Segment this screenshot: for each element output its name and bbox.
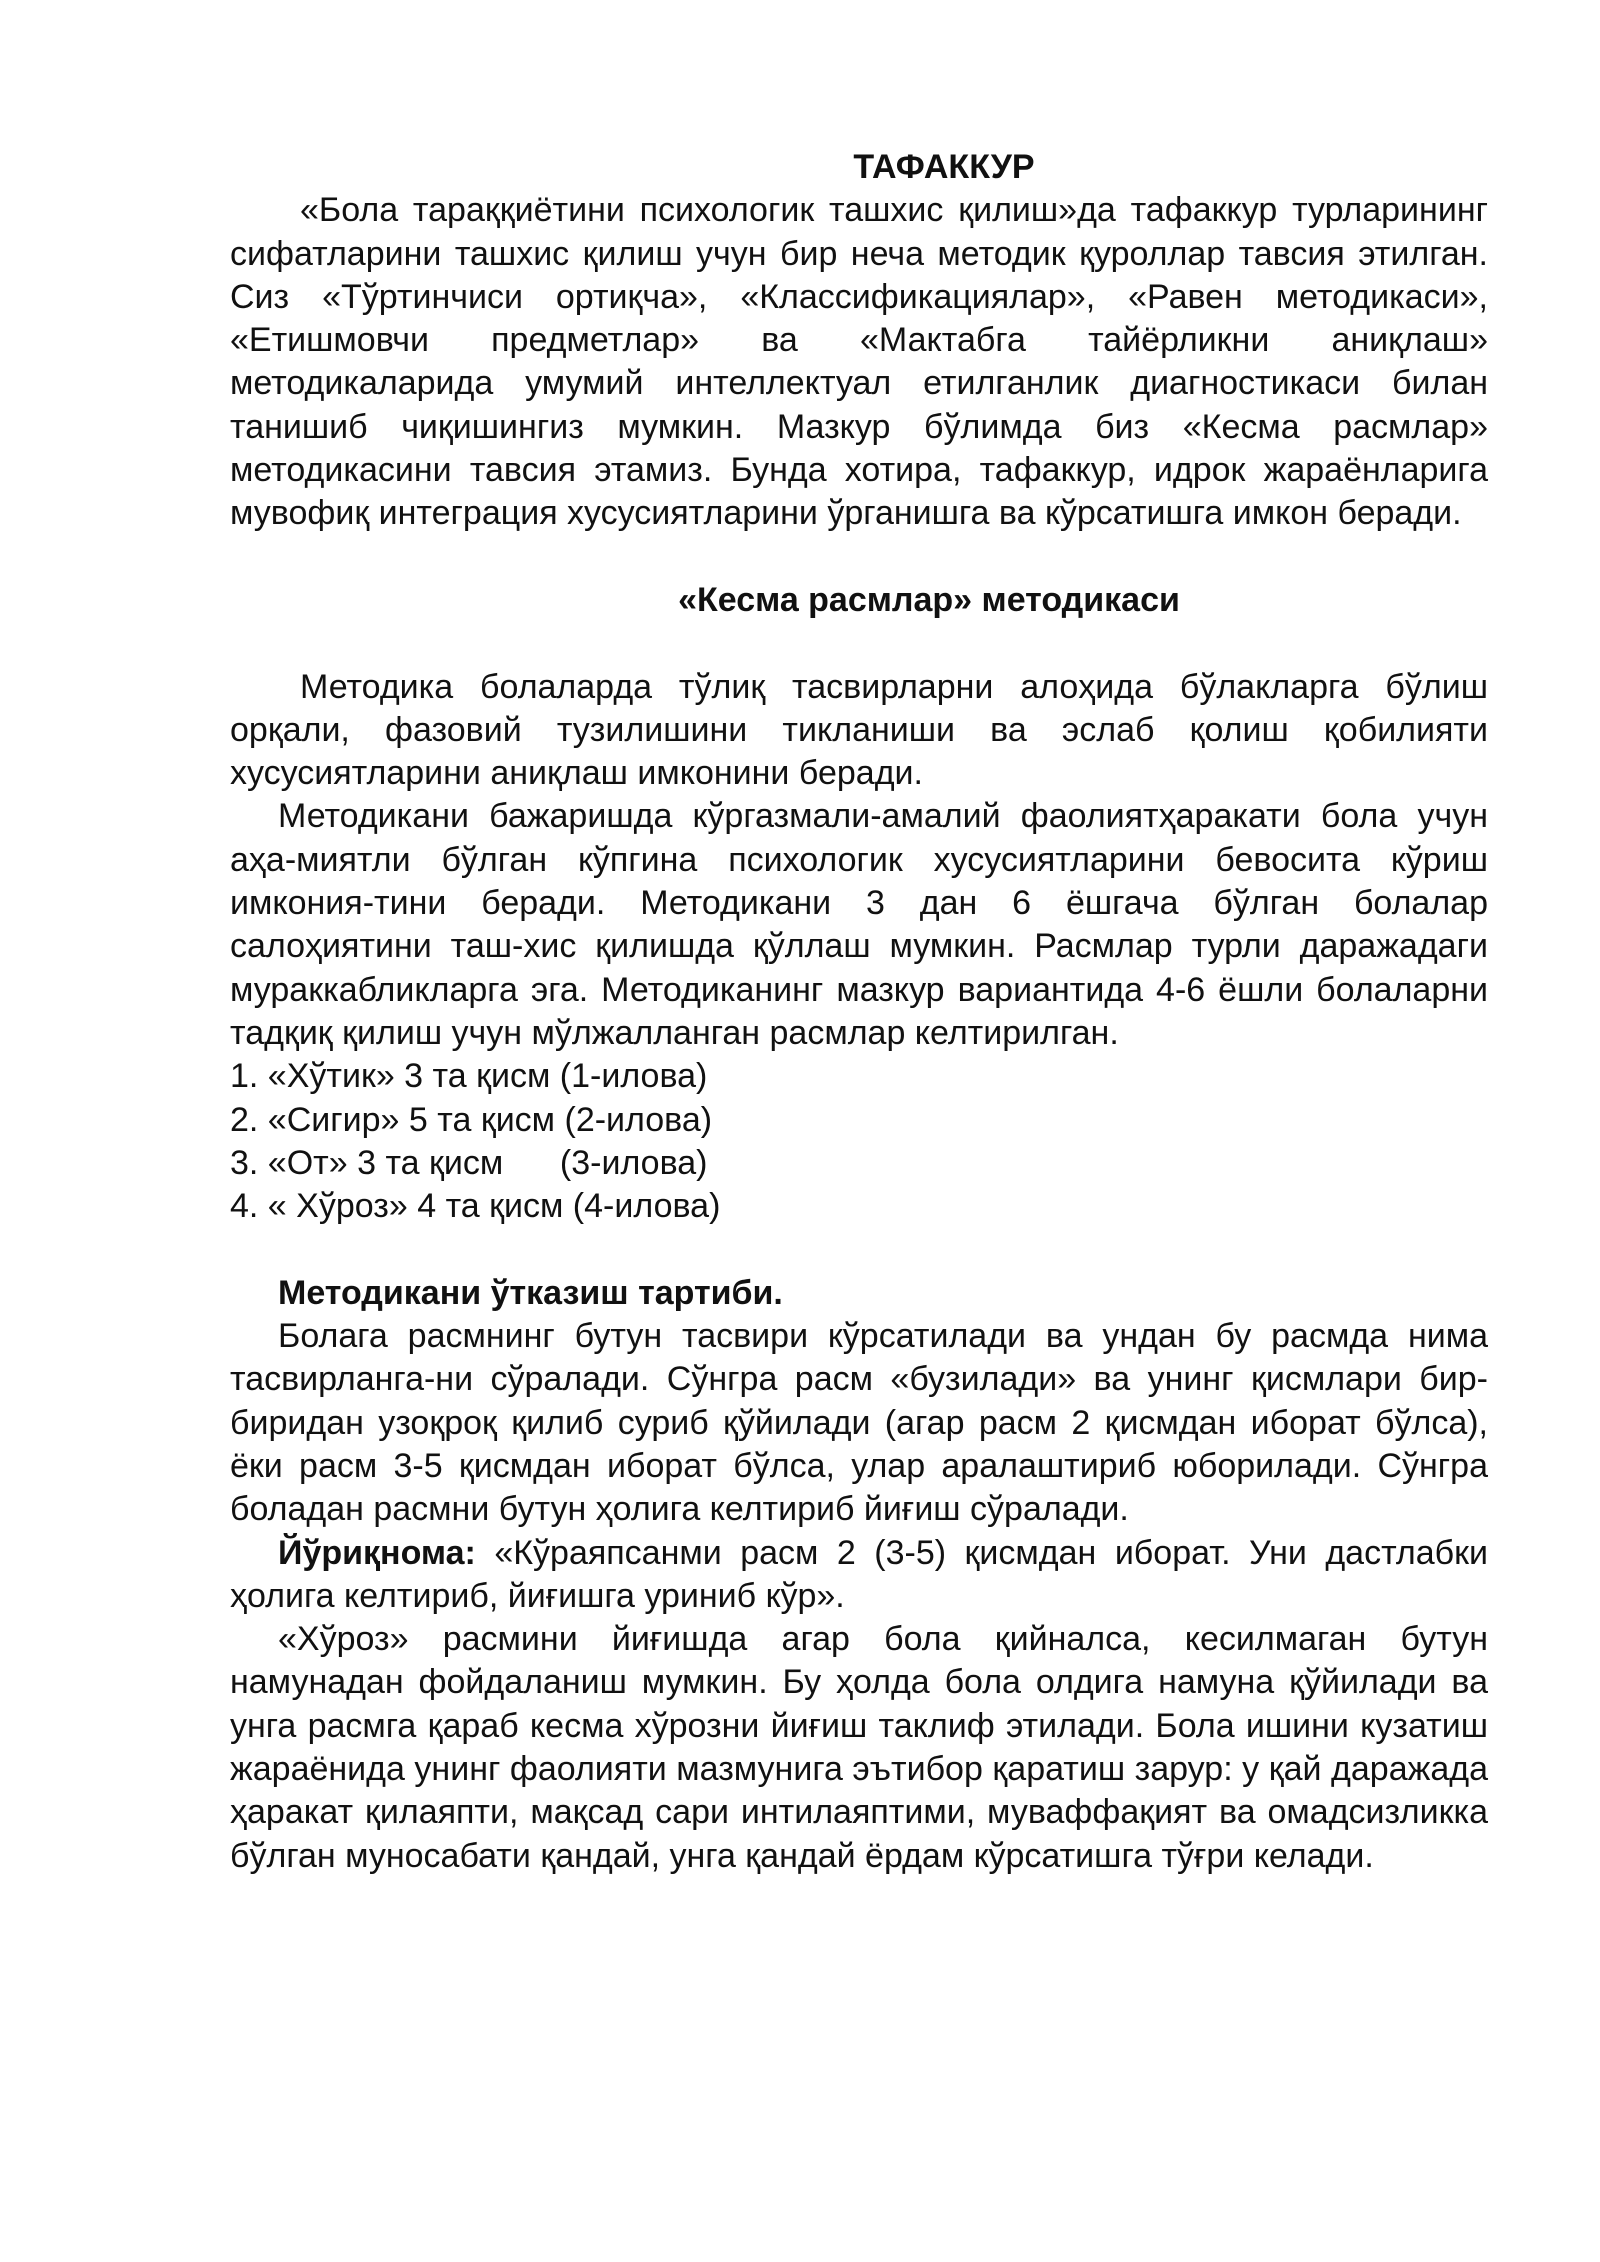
instruction-text: «Кўраяпсанми расм 2 (3-5) қисмдан иборат. Уни дастлабки ҳолига келтириб, йиғишга уриниб кўр».: [230, 1533, 1488, 1615]
document-page: [230, 146, 1488, 1878]
procedure-paragraph: Болага расмнинг бутун тасвири кўрсатилади ва ундан бу расмда нима тасвирланга-ни сўралади. Сўнгра расм «бузилади» ва унинг қисмлари бир-биридан узоқроқ қилиб суриб қўйилади (агар расм 2 қисмдан иборат бўлса), ёки расм 3-5 қисмдан иборат бўлса, улар аралаштириб юборилади. Сўнгра боладан расмни бутун ҳолига келтириб йиғиш сўралади.: [230, 1317, 1488, 1529]
list-item: 1. «Хўтик» 3 та қисм (1-илова): [230, 1057, 708, 1096]
list-item: 2. «Сигир» 5 та қисм (2-илова): [230, 1100, 713, 1139]
spacer: [230, 622, 1488, 665]
section-title: «Кесма расмлар» методикаси: [678, 580, 1180, 619]
instruction-paragraph: [230, 1532, 1488, 1619]
method-details-paragraph: Методикани бажаришда кўргазмали-амалий фаолиятҳаракати бола учун аҳа-миятли бўлган кўпгина психологик хусусиятларини бевосита кўриш имкония-тини беради. Методикани 3 дан 6 ёшгача бўлган болалар салоҳиятини таш-хис қилишда қўллаш мумкин. Расмлар турли даражадаги мураккабликларга эга. Методиканинг мазкур вариантида 4-6 ёшли болаларни тадқиқ қилиш учун мўлжалланган расмлар келтирилган.: [230, 797, 1488, 1052]
spacer: [230, 536, 1488, 579]
observation-paragraph: «Хўроз» расмини йиғишда агар бола қийналса, кесилмаган бутун намунадан фойдаланиш мумкин. Бу ҳолда бола олдига намуна қўйилади ва унга расмга қараб кесма хўрозни йиғиш таклиф этилади. Бола ишини кузатиш жараёнида унинг фаолияти мазмунига эътибор қаратиш зарур: у қай даражада ҳаракат қилаяпти, мақсад сари интилаяптими, муваффақият ва омадсизликка бўлган муносабати қандай, унга қандай ёрдам кўрсатишга тўғри келади.: [230, 1620, 1488, 1875]
method-paragraph: Методика болаларда тўлиқ тасвирларни алоҳида бўлакларга бўлиш орқали, фазовий тузилишини тикланиши ва эслаб қолиш қобилияти хусусиятларини аниқлаш имконини беради.: [230, 667, 1488, 793]
intro-paragraph: «Бола тараққиётини психологик ташхис қилиш»да тафаккур турларининг сифатларини ташхис қилиш учун бир неча методик қуроллар тавсия этилган. Сиз «Тўртинчиси ортиқча», «Классификациялар», «Равен методикаси», «Етишмовчи предметлар» ва «Мактабга тайёрликни аниқлаш» методикаларида умумий интеллектуал етилганлик диагностикаси билан танишиб чиқишингиз мумкин. Мазкур бўлимда биз «Кесма расмлар» методикасини тавсия этамиз. Бунда хотира, тафаккур, идрок жараёнларига мувофиқ интеграция хусусиятларини ўрганишга ва кўрсатишга имкон беради.: [230, 191, 1488, 533]
instruction-label: Йўриқнома:: [278, 1533, 476, 1572]
list-item: 4. « Хўроз» 4 та қисм (4-илова): [230, 1187, 721, 1226]
picture-list: [230, 1055, 1488, 1228]
spacer: [230, 1228, 1488, 1271]
list-item: 3. «От» 3 та қисм (3-илова): [230, 1143, 708, 1182]
procedure-heading: Методикани ўтказиш тартиби.: [278, 1273, 783, 1312]
page-title: ТАФАККУР: [853, 148, 1035, 186]
